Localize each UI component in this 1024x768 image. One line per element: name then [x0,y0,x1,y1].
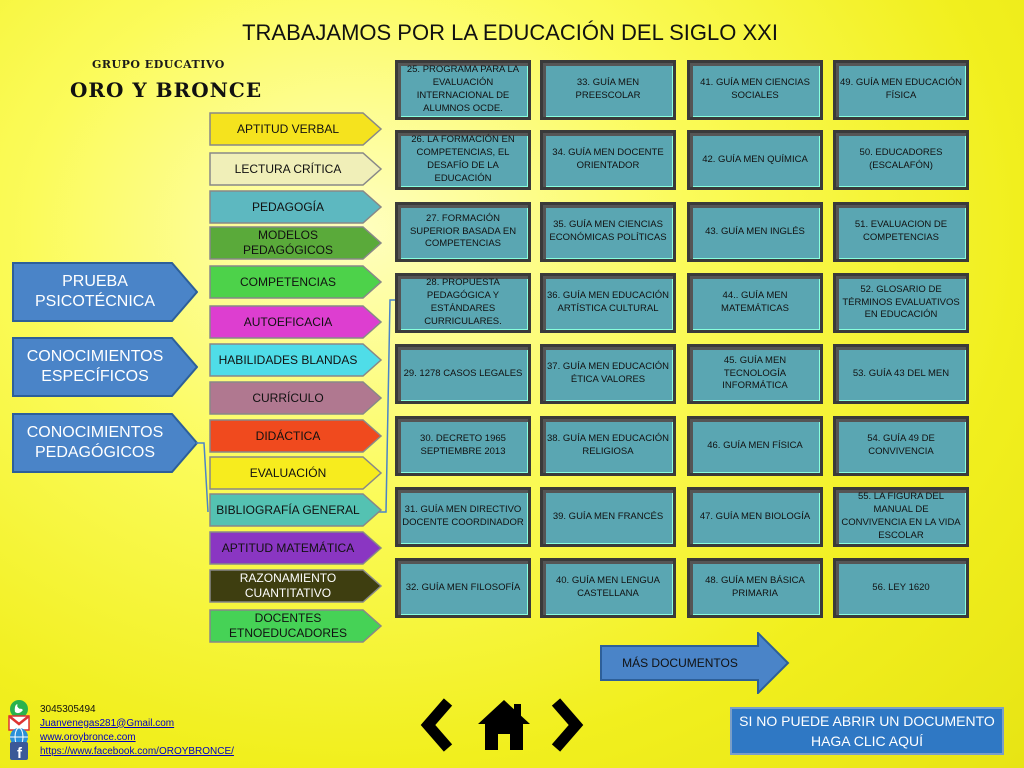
document-link[interactable]: 31. GUÍA MEN DIRECTIVO DOCENTE COORDINADOR [395,487,531,547]
category-arrow[interactable] [209,531,383,565]
menu-label: CONOCIMIENTOS ESPECÍFICOS [26,348,164,385]
facebook-link[interactable]: https://www.facebook.com/OROYBRONCE/ [40,745,234,757]
document-link[interactable]: 42. GUÍA MEN QUÍMICA [687,130,823,190]
category-arrow[interactable] [209,493,383,527]
email-link[interactable]: Juanvenegas281@Gmail.com [40,717,175,729]
chevron-left-icon[interactable] [420,698,454,757]
svg-text:f: f [17,745,22,761]
document-link[interactable]: 51. EVALUACION DE COMPETENCIAS [833,202,969,262]
document-link[interactable]: 38. GUÍA MEN EDUCACIÓN RELIGIOSA [540,416,676,476]
category-arrow[interactable] [209,152,383,186]
document-link[interactable]: 40. GUÍA MEN LENGUA CASTELLANA [540,558,676,618]
category-label: DOCENTES ETNOEDUCADORES [228,611,347,640]
category-label: AUTOEFICACIA [243,314,333,329]
document-link[interactable]: 52. GLOSARIO DE TÉRMINOS EVALUATIVOS EN EDUCACIÓN [833,273,969,333]
menu-label: PRUEBA PSICOTÉCNICA [34,273,155,310]
document-link[interactable]: 33. GUÍA MEN PREESCOLAR [540,60,676,120]
more-documents-label: MÁS DOCUMENTOS [622,656,738,670]
document-link[interactable]: 36. GUÍA MEN EDUCACIÓN ARTÍSTICA CULTURAL [540,273,676,333]
document-link[interactable]: 30. DECRETO 1965 SEPTIEMBRE 2013 [395,416,531,476]
category-label: EVALUACIÓN [249,465,327,480]
document-link[interactable]: 32. GUÍA MEN FILOSOFÍA [395,558,531,618]
menu-label: CONOCIMIENTOS PEDAGÓGICOS [26,424,164,461]
home-icon[interactable] [476,698,532,757]
document-link[interactable]: 37. GUÍA MEN EDUCACIÓN ÉTICA VALORES [540,344,676,404]
document-link[interactable]: 44.. GUÍA MEN MATEMÁTICAS [687,273,823,333]
category-label: LECTURA CRÍTICA [234,161,342,176]
category-arrow[interactable] [209,419,383,453]
category-label: MODELOS PEDAGÓGICOS [242,228,334,257]
document-link[interactable]: 35. GUÍA MEN CIENCIAS ECONÓMICAS POLÍTICAS [540,202,676,262]
category-arrow[interactable] [209,265,383,299]
document-link[interactable]: 25. PROGRAMA PARA LA EVALUACIÓN INTERNACIONAL DE ALUMNOS OCDE. [395,60,531,120]
document-link[interactable]: 28. PROPUESTA PEDAGÓGICA Y ESTÁNDARES CURRICULARES. [395,273,531,333]
category-label: APTITUD VERBAL [236,121,340,136]
category-arrow[interactable] [209,305,383,339]
category-arrow[interactable] [209,226,383,260]
category-arrow[interactable] [209,381,383,415]
brand-name: ORO Y BRONCE [70,78,263,102]
facebook-icon [8,742,30,760]
document-link[interactable]: 53. GUÍA 43 DEL MEN [833,344,969,404]
document-link[interactable]: 56. LEY 1620 [833,558,969,618]
category-arrow[interactable] [209,190,383,224]
category-label: APTITUD MATEMÁTICA [221,540,355,555]
document-link[interactable]: 46. GUÍA MEN FÍSICA [687,416,823,476]
document-link[interactable]: 49. GUÍA MEN EDUCACIÓN FÍSICA [833,60,969,120]
category-label: COMPETENCIAS [239,274,336,289]
chevron-right-icon[interactable] [550,698,584,757]
document-link[interactable]: 41. GUÍA MEN CIENCIAS SOCIALES [687,60,823,120]
document-link[interactable]: 50. EDUCADORES (ESCALAFÓN) [833,130,969,190]
category-label: PEDAGOGÍA [251,199,325,214]
category-arrow[interactable] [209,343,383,377]
category-label: HABILIDADES BLANDAS [218,352,358,367]
document-link[interactable]: 43. GUÍA MEN INGLÉS [687,202,823,262]
category-arrow[interactable] [209,456,383,490]
document-link[interactable]: 29. 1278 CASOS LEGALES [395,344,531,404]
document-link[interactable]: 26. LA FORMACIÓN EN COMPETENCIAS, EL DESAFÍO DE LA EDUCACIÓN [395,130,531,190]
category-label: BIBLIOGRAFÍA GENERAL [216,502,360,517]
website-link[interactable]: www.oroybronce.com [40,731,136,743]
document-link[interactable]: 54. GUÍA 49 DE CONVIVENCIA [833,416,969,476]
page-title: TRABAJAMOS POR LA EDUCACIÓN DEL SIGLO XXI [242,20,778,45]
category-arrow[interactable] [209,569,383,603]
category-label: CURRÍCULO [252,390,324,405]
document-link[interactable]: 27. FORMACIÓN SUPERIOR BASADA EN COMPETENCIAS [395,202,531,262]
document-link[interactable]: 34. GUÍA MEN DOCENTE ORIENTADOR [540,130,676,190]
category-arrow[interactable] [209,609,383,643]
more-documents-button[interactable] [600,632,790,694]
help-button[interactable]: SI NO PUEDE ABRIR UN DOCUMENTO HAGA CLIC AQUÍ [730,707,1004,755]
document-link[interactable]: 45. GUÍA MEN TECNOLOGÍA INFORMÁTICA [687,344,823,404]
phone-number: 3045305494 [40,703,96,715]
document-link[interactable]: 39. GUÍA MEN FRANCÉS [540,487,676,547]
brand-tagline: GRUPO EDUCATIVO [92,58,225,71]
category-arrow[interactable] [209,112,383,146]
category-label: DIDÁCTICA [255,428,321,443]
document-link[interactable]: 55. LA FIGURA DEL MANUAL DE CONVIVENCIA EN LA VIDA ESCOLAR [833,487,969,547]
contact-facebook[interactable] [8,742,234,760]
document-link[interactable]: 47. GUÍA MEN BIOLOGÍA [687,487,823,547]
document-link[interactable]: 48. GUÍA MEN BÁSICA PRIMARIA [687,558,823,618]
category-label: RAZONAMIENTO CUANTITATIVO [239,571,337,600]
